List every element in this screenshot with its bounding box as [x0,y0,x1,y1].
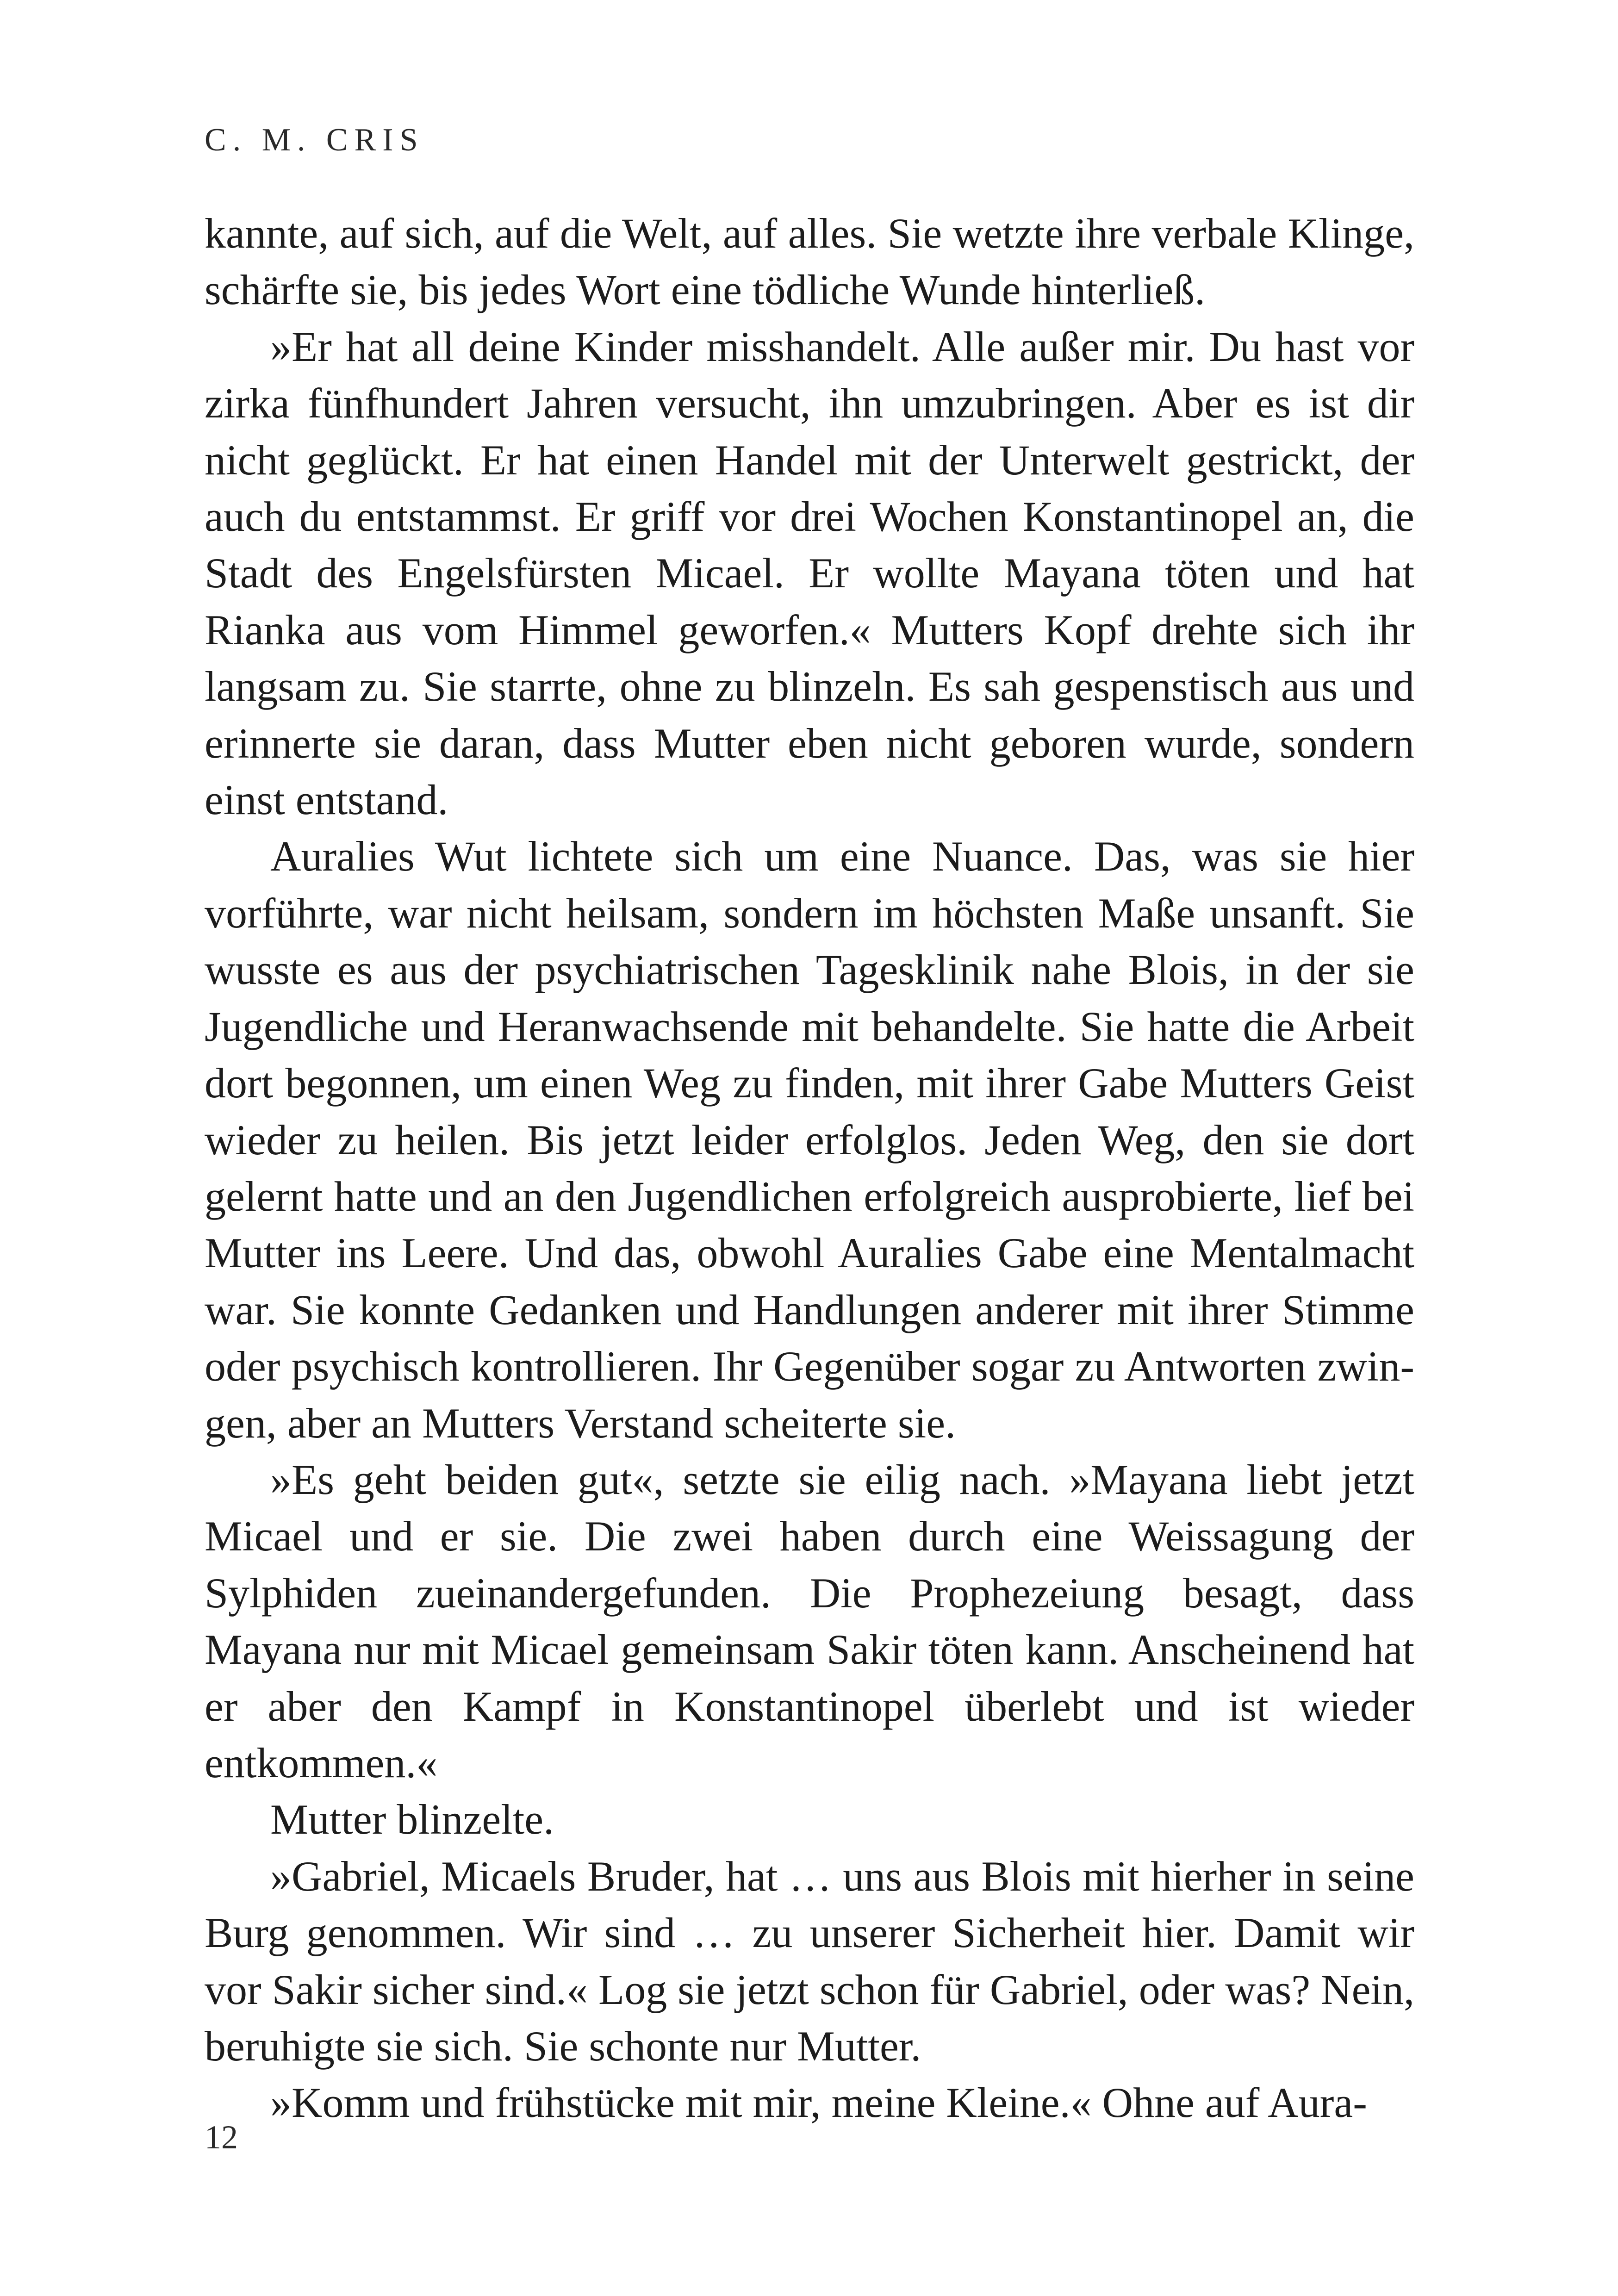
page-number: 12 [205,2119,238,2156]
paragraph: »Es geht beiden gut«, setzte sie eilig nach. »Mayana liebt jetzt Micael und er sie. Die zwei haben durch eine Weissagung der Sylphiden zueinandergefunden. Die Prophezeiung besagt, dass Mayana nur mit Micael gemeinsam Sakir töten kann. Anscheinend hat er aber den Kampf in Konstantinopel überlebt und ist wieder entkommen.« [205,1456,1414,1786]
body-text [205,205,1414,2131]
paragraph: »Komm und frühstücke mit mir, meine Kleine.« Ohne auf Aura- [270,2079,1367,2127]
paragraph: »Gabriel, Micaels Bruder, hat … uns aus Blois mit hierher in seine Burg genommen. Wir sind … zu unserer Sicherheit hier. Damit wir vor Sakir sicher sind.« Log sie jetzt schon für Gabriel, oder was? Nein, beruhigte sie sich. Sie schonte nur Mutter. [205,1852,1414,2070]
paragraph: kannte, auf sich, auf die Welt, auf alles. Sie wetzte ihre verbale Klinge, schärfte sie, bis jedes Wort eine tödliche Wunde hinterließ. [205,210,1414,314]
paragraph: Auralies Wut lichtete sich um eine Nuance. Das, was sie hier vorführte, war nicht heilsam, sondern im höchsten Maße unsanft. Sie wusste es aus der psychiatrischen Tagesklinik nahe Blois, in der sie Jugendliche und Heranwachsende mit behandelte. Sie hatte die Arbeit dort begonnen, um einen Weg zu finden, mit ihrer Gabe Mutters Geist wieder zu heilen. Bis jetzt leider erfolglos. Jeden Weg, den sie dort gelernt hatte und an den Jugendlichen erfolgreich ausprobierte, lief bei Mutter ins Leere. Und das, obwohl Auralies Gabe eine Mentalmacht war. Sie konnte Gedanken und Handlungen anderer mit ihrer Stimme oder psychisch kontrollieren. Ihr Gegenüber sogar zu Antworten zwingen, aber an Mutters Verstand scheiterte sie. [205,833,1414,1447]
paragraph: Mutter blinzelte. [270,1796,554,1843]
running-head: C. M. CRIS [205,122,424,158]
paragraph: »Er hat all deine Kinder misshandelt. Alle außer mir. Du hast vor zirka fünfhundert Jahren versucht, ihn umzubringen. Aber es ist dir nicht geglückt. Er hat einen Handel mit der Unterwelt gestrickt, der auch du entstammst. Er griff vor drei Wochen Konstantinopel an, die Stadt des Engelsfürsten Micael. Er wollte Mayana töten und hat Rianka aus vom Himmel geworfen.« Mutters Kopf drehte sich ihr langsam zu. Sie starrte, ohne zu blinzeln. Es sah gespenstisch aus und erinnerte sie daran, dass Mutter eben nicht geboren wurde, sondern einst entstand. [205,323,1414,824]
